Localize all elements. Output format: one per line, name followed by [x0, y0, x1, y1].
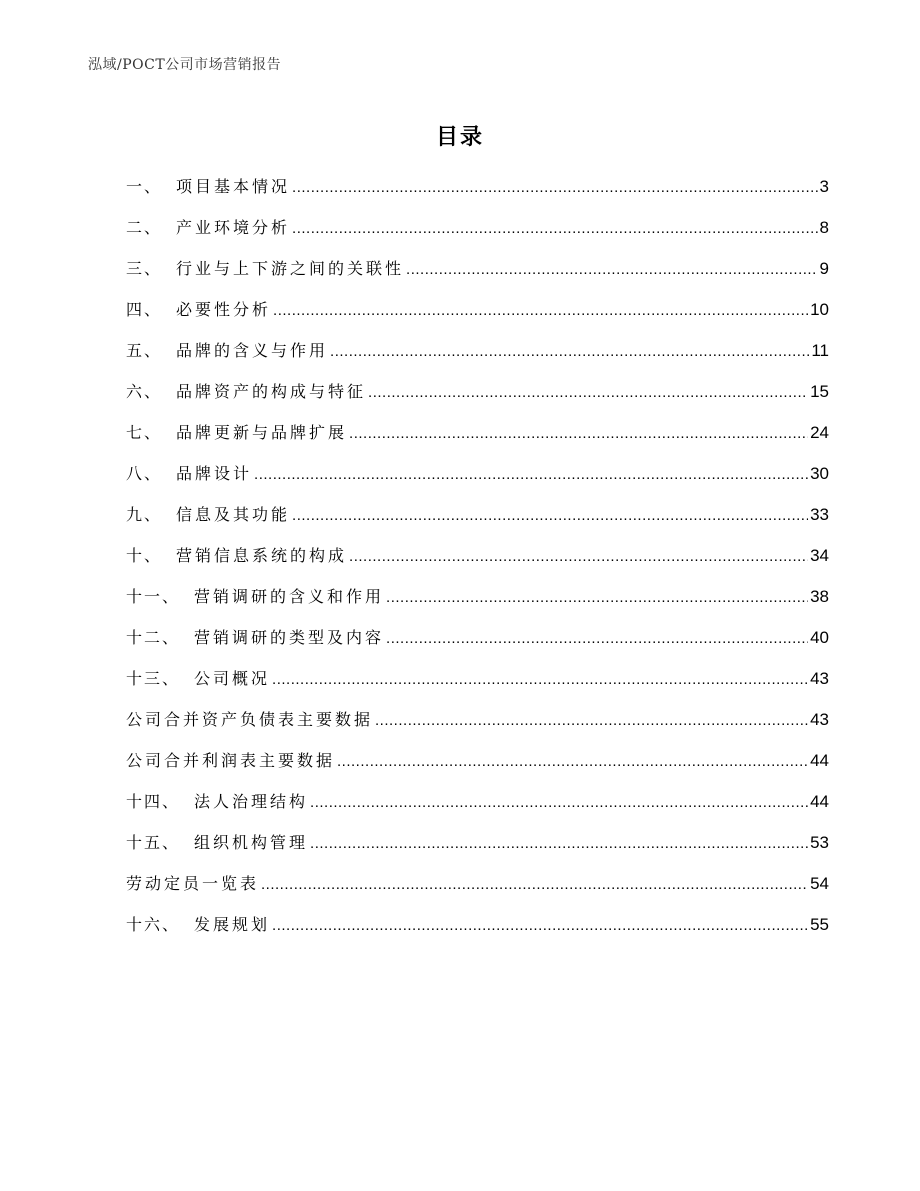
toc-dot-leader [349, 413, 808, 454]
toc-entry-label: 组织机构管理 [194, 833, 309, 852]
toc-entry-label: 品牌资产的构成与特征 [176, 382, 367, 401]
toc-entry-page: 55 [810, 915, 829, 934]
page-header: 泓域/POCT公司市场营销报告 [88, 57, 282, 73]
toc-dot-leader [406, 249, 818, 290]
toc-dot-leader [272, 659, 808, 700]
toc-dot-leader [386, 618, 808, 659]
toc-entry-label: 信息及其功能 [176, 505, 291, 524]
toc-entry-number: 七、 [126, 423, 163, 442]
toc-title: 目录 [435, 125, 484, 150]
toc-entry-label: 发展规划 [194, 915, 271, 934]
toc-entry-number: 十六、 [126, 915, 181, 934]
toc-dot-leader [254, 454, 808, 495]
toc-entry-label: 营销调研的含义和作用 [194, 587, 385, 606]
toc-entry-label: 劳动定员一览表 [126, 874, 260, 893]
header-rule [88, 80, 832, 81]
toc-entry-11[interactable] [126, 576, 829, 617]
toc-entry-number: 六、 [126, 382, 163, 401]
toc-entry-1[interactable] [126, 166, 829, 207]
toc-entry-page: 38 [810, 587, 829, 606]
toc-entry-page: 43 [810, 710, 829, 729]
toc-dot-leader [292, 495, 808, 536]
toc-entry-label: 品牌的含义与作用 [176, 341, 329, 360]
toc-entry-3[interactable] [126, 248, 829, 289]
toc-entry-page: 33 [810, 505, 829, 524]
toc-entry-page: 10 [810, 300, 829, 319]
toc-entry-page: 40 [810, 628, 829, 647]
toc-entry-19[interactable] [126, 904, 829, 945]
toc-entry-number: 十三、 [126, 669, 181, 688]
toc-entry-page: 53 [810, 833, 829, 852]
toc-entry-number: 十、 [126, 546, 163, 565]
toc-entry-label: 项目基本情况 [176, 177, 291, 196]
toc-entry-12[interactable] [126, 617, 829, 658]
toc-dot-leader [272, 905, 808, 946]
toc-entry-10[interactable] [126, 535, 829, 576]
toc-entry-13[interactable] [126, 658, 829, 699]
toc-entry-15[interactable] [126, 740, 829, 781]
toc-entry-label: 必要性分析 [176, 300, 272, 319]
toc-entry-8[interactable] [126, 453, 829, 494]
toc-entry-label: 法人治理结构 [194, 792, 309, 811]
toc-entry-number: 八、 [126, 464, 163, 483]
toc-entry-label: 公司合并资产负债表主要数据 [126, 710, 374, 729]
toc-entry-page: 43 [810, 669, 829, 688]
toc-entry-number: 十四、 [126, 792, 181, 811]
toc-entry-number: 五、 [126, 341, 163, 360]
toc-entry-page: 34 [810, 546, 829, 565]
toc-entry-label: 营销信息系统的构成 [176, 546, 348, 565]
toc-entry-7[interactable] [126, 412, 829, 453]
toc-dot-leader [310, 823, 808, 864]
toc-entry-6[interactable] [126, 371, 829, 412]
toc-list [126, 166, 829, 945]
toc-dot-leader [292, 208, 818, 249]
toc-entry-number: 九、 [126, 505, 163, 524]
toc-entry-14[interactable] [126, 699, 829, 740]
toc-entry-page: 8 [819, 218, 829, 237]
toc-entry-page: 30 [810, 464, 829, 483]
toc-entry-label: 公司合并利润表主要数据 [126, 751, 336, 770]
toc-entry-label: 品牌设计 [176, 464, 253, 483]
toc-entry-label: 营销调研的类型及内容 [194, 628, 385, 647]
toc-entry-page: 44 [810, 751, 829, 770]
toc-entry-number: 一、 [126, 177, 163, 196]
toc-entry-page: 3 [819, 177, 829, 196]
toc-entry-number: 十五、 [126, 833, 181, 852]
toc-entry-2[interactable] [126, 207, 829, 248]
toc-entry-page: 15 [810, 382, 829, 401]
toc-entry-number: 四、 [126, 300, 163, 319]
toc-entry-label: 品牌更新与品牌扩展 [176, 423, 348, 442]
toc-entry-number: 十二、 [126, 628, 181, 647]
toc-dot-leader [349, 536, 808, 577]
toc-entry-number: 三、 [126, 259, 163, 278]
toc-entry-18[interactable] [126, 863, 829, 904]
toc-entry-5[interactable] [126, 330, 829, 371]
toc-entry-16[interactable] [126, 781, 829, 822]
toc-dot-leader [330, 331, 809, 372]
toc-entry-label: 产业环境分析 [176, 218, 291, 237]
toc-dot-leader [375, 700, 808, 741]
toc-dot-leader [386, 577, 808, 618]
toc-dot-leader [310, 782, 808, 823]
toc-dot-leader [292, 167, 818, 208]
toc-dot-leader [273, 290, 808, 331]
toc-dot-leader [368, 372, 808, 413]
toc-entry-page: 11 [811, 341, 829, 360]
toc-entry-9[interactable] [126, 494, 829, 535]
toc-dot-leader [261, 864, 808, 905]
toc-entry-page: 24 [810, 423, 829, 442]
toc-dot-leader [337, 741, 808, 782]
toc-entry-number: 二、 [126, 218, 163, 237]
toc-entry-17[interactable] [126, 822, 829, 863]
toc-entry-label: 行业与上下游之间的关联性 [176, 259, 405, 278]
toc-entry-page: 9 [819, 259, 829, 278]
toc-entry-page: 54 [810, 874, 829, 893]
toc-entry-number: 十一、 [126, 587, 181, 606]
toc-entry-4[interactable] [126, 289, 829, 330]
toc-entry-label: 公司概况 [194, 669, 271, 688]
toc-entry-page: 44 [810, 792, 829, 811]
